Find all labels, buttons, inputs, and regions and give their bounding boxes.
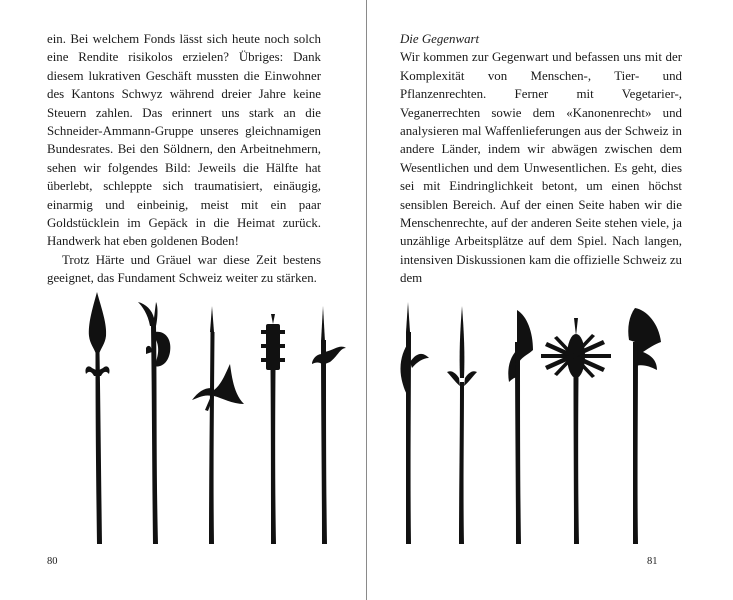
weapons-illustration-left bbox=[0, 292, 366, 550]
left-page-text bbox=[47, 30, 321, 288]
paragraph: ein. Bei welchem Fonds lässt sich heute noch solch eine Rendite risikolos erzielen? Übriges: Dank diesem lukrativen Geschäft mussten die Einwohner des Kantons Schwyz während dreier Jahre keine Steuern zahlen. Das erinnert uns stark an die Schneider-Ammann-Gruppe unseres gleichnamigen Bundesrates. Bei den Söldnern, den Arbeitnehmern, sehen wir folgendes Bild: Jeweils die Hälfte hat überlebt, schleppte sich traumatisiert, einäugig, einarmig und einbeinig, meist mit ein paar Goldstücklein im Gepäck in die Heimat zurück. Handwerk hat eben goldenen Boden! bbox=[47, 32, 321, 249]
halberd-icon bbox=[192, 306, 244, 544]
page-number: 80 bbox=[47, 556, 58, 567]
paragraph: Wir kommen zur Gegenwart und befassen uns mit der Komplexität von Menschen-, Tier- und Pflanzenrechten. Ferner mit Vegetarier-, Veganerrechten sowie dem «Kanonenrecht» und analysieren mal Waffenlieferungen aus der Schweiz in andere Länder, indem wir abwägen zwischen dem Wesentlichen und dem Unwesentlichen. Es geht, dies sei mit Eindringlichkeit betont, um einen höchst sensiblen Bereich. Auf der einen Seite haben wir die Menschenrechte, auf der anderen Seite stehen viele, ja unzählige Arbeitsplätze auf dem Spiel. Nach langen, intensiven Diskussionen kam die offizielle Schweiz zu dem bbox=[400, 50, 682, 286]
partisan-icon bbox=[447, 306, 477, 544]
page-number: 81 bbox=[647, 556, 658, 567]
section-heading: Die Gegenwart bbox=[400, 32, 480, 46]
paragraph: Trotz Härte und Gräuel war diese Zeit bestens geeignet, das Fundament Schweiz weiter zu stärken. bbox=[47, 252, 321, 286]
morning-star-icon bbox=[261, 314, 285, 544]
right-page bbox=[367, 0, 733, 600]
spear-icon bbox=[85, 292, 109, 544]
halberd-icon bbox=[138, 302, 170, 544]
glaive-icon bbox=[508, 310, 533, 544]
morning-star-icon bbox=[541, 318, 611, 544]
halberd-icon bbox=[628, 308, 661, 544]
left-page bbox=[0, 0, 366, 600]
halberd-icon bbox=[400, 302, 429, 544]
halberd-icon bbox=[312, 306, 346, 544]
right-page-text bbox=[400, 30, 682, 288]
weapons-illustration-right bbox=[367, 292, 733, 550]
